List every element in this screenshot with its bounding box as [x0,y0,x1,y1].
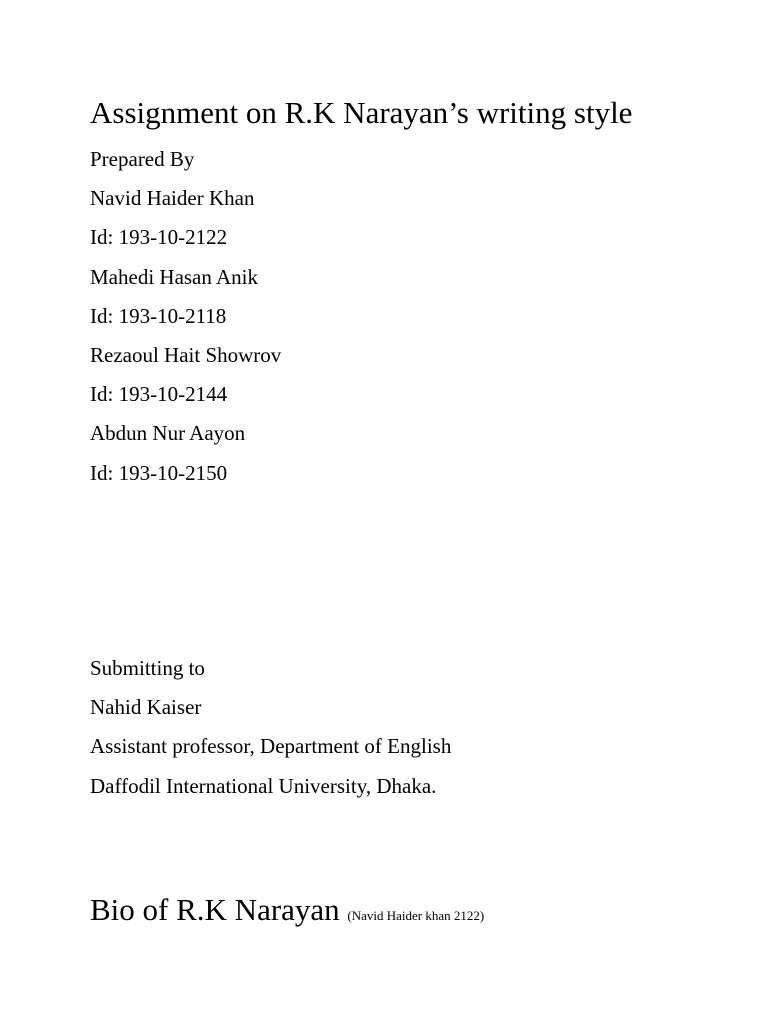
bio-heading-text: Bio of R.K Narayan [90,892,340,927]
member-id: Id: 193-10-2122 [90,225,228,250]
member-name: Rezaoul Hait Showrov [90,342,282,367]
member-name: Abdun Nur Aayon [90,421,246,446]
member-id: Id: 193-10-2118 [90,303,227,328]
member-id: Id: 193-10-2150 [90,460,228,485]
document-title: Assignment on R.K Narayan’s writing style [90,95,633,130]
submitting-to-heading: Submitting to [90,656,205,680]
submitting-to-section [90,649,451,806]
member-id: Id: 193-10-2144 [90,382,228,407]
prepared-by-heading: Prepared By [90,147,195,171]
recipient-name: Nahid Kaiser [90,695,202,720]
member-name: Navid Haider Khan [90,186,255,211]
prepared-by-section [90,140,281,493]
member-name: Mahedi Hasan Anik [90,264,258,289]
bio-author-note: (Navid Haider khan 2122) [347,908,485,923]
recipient-position: Assistant professor, Department of English [90,734,452,759]
bio-section-heading [90,890,484,936]
recipient-institution: Daffodil International University, Dhaka. [90,773,437,798]
